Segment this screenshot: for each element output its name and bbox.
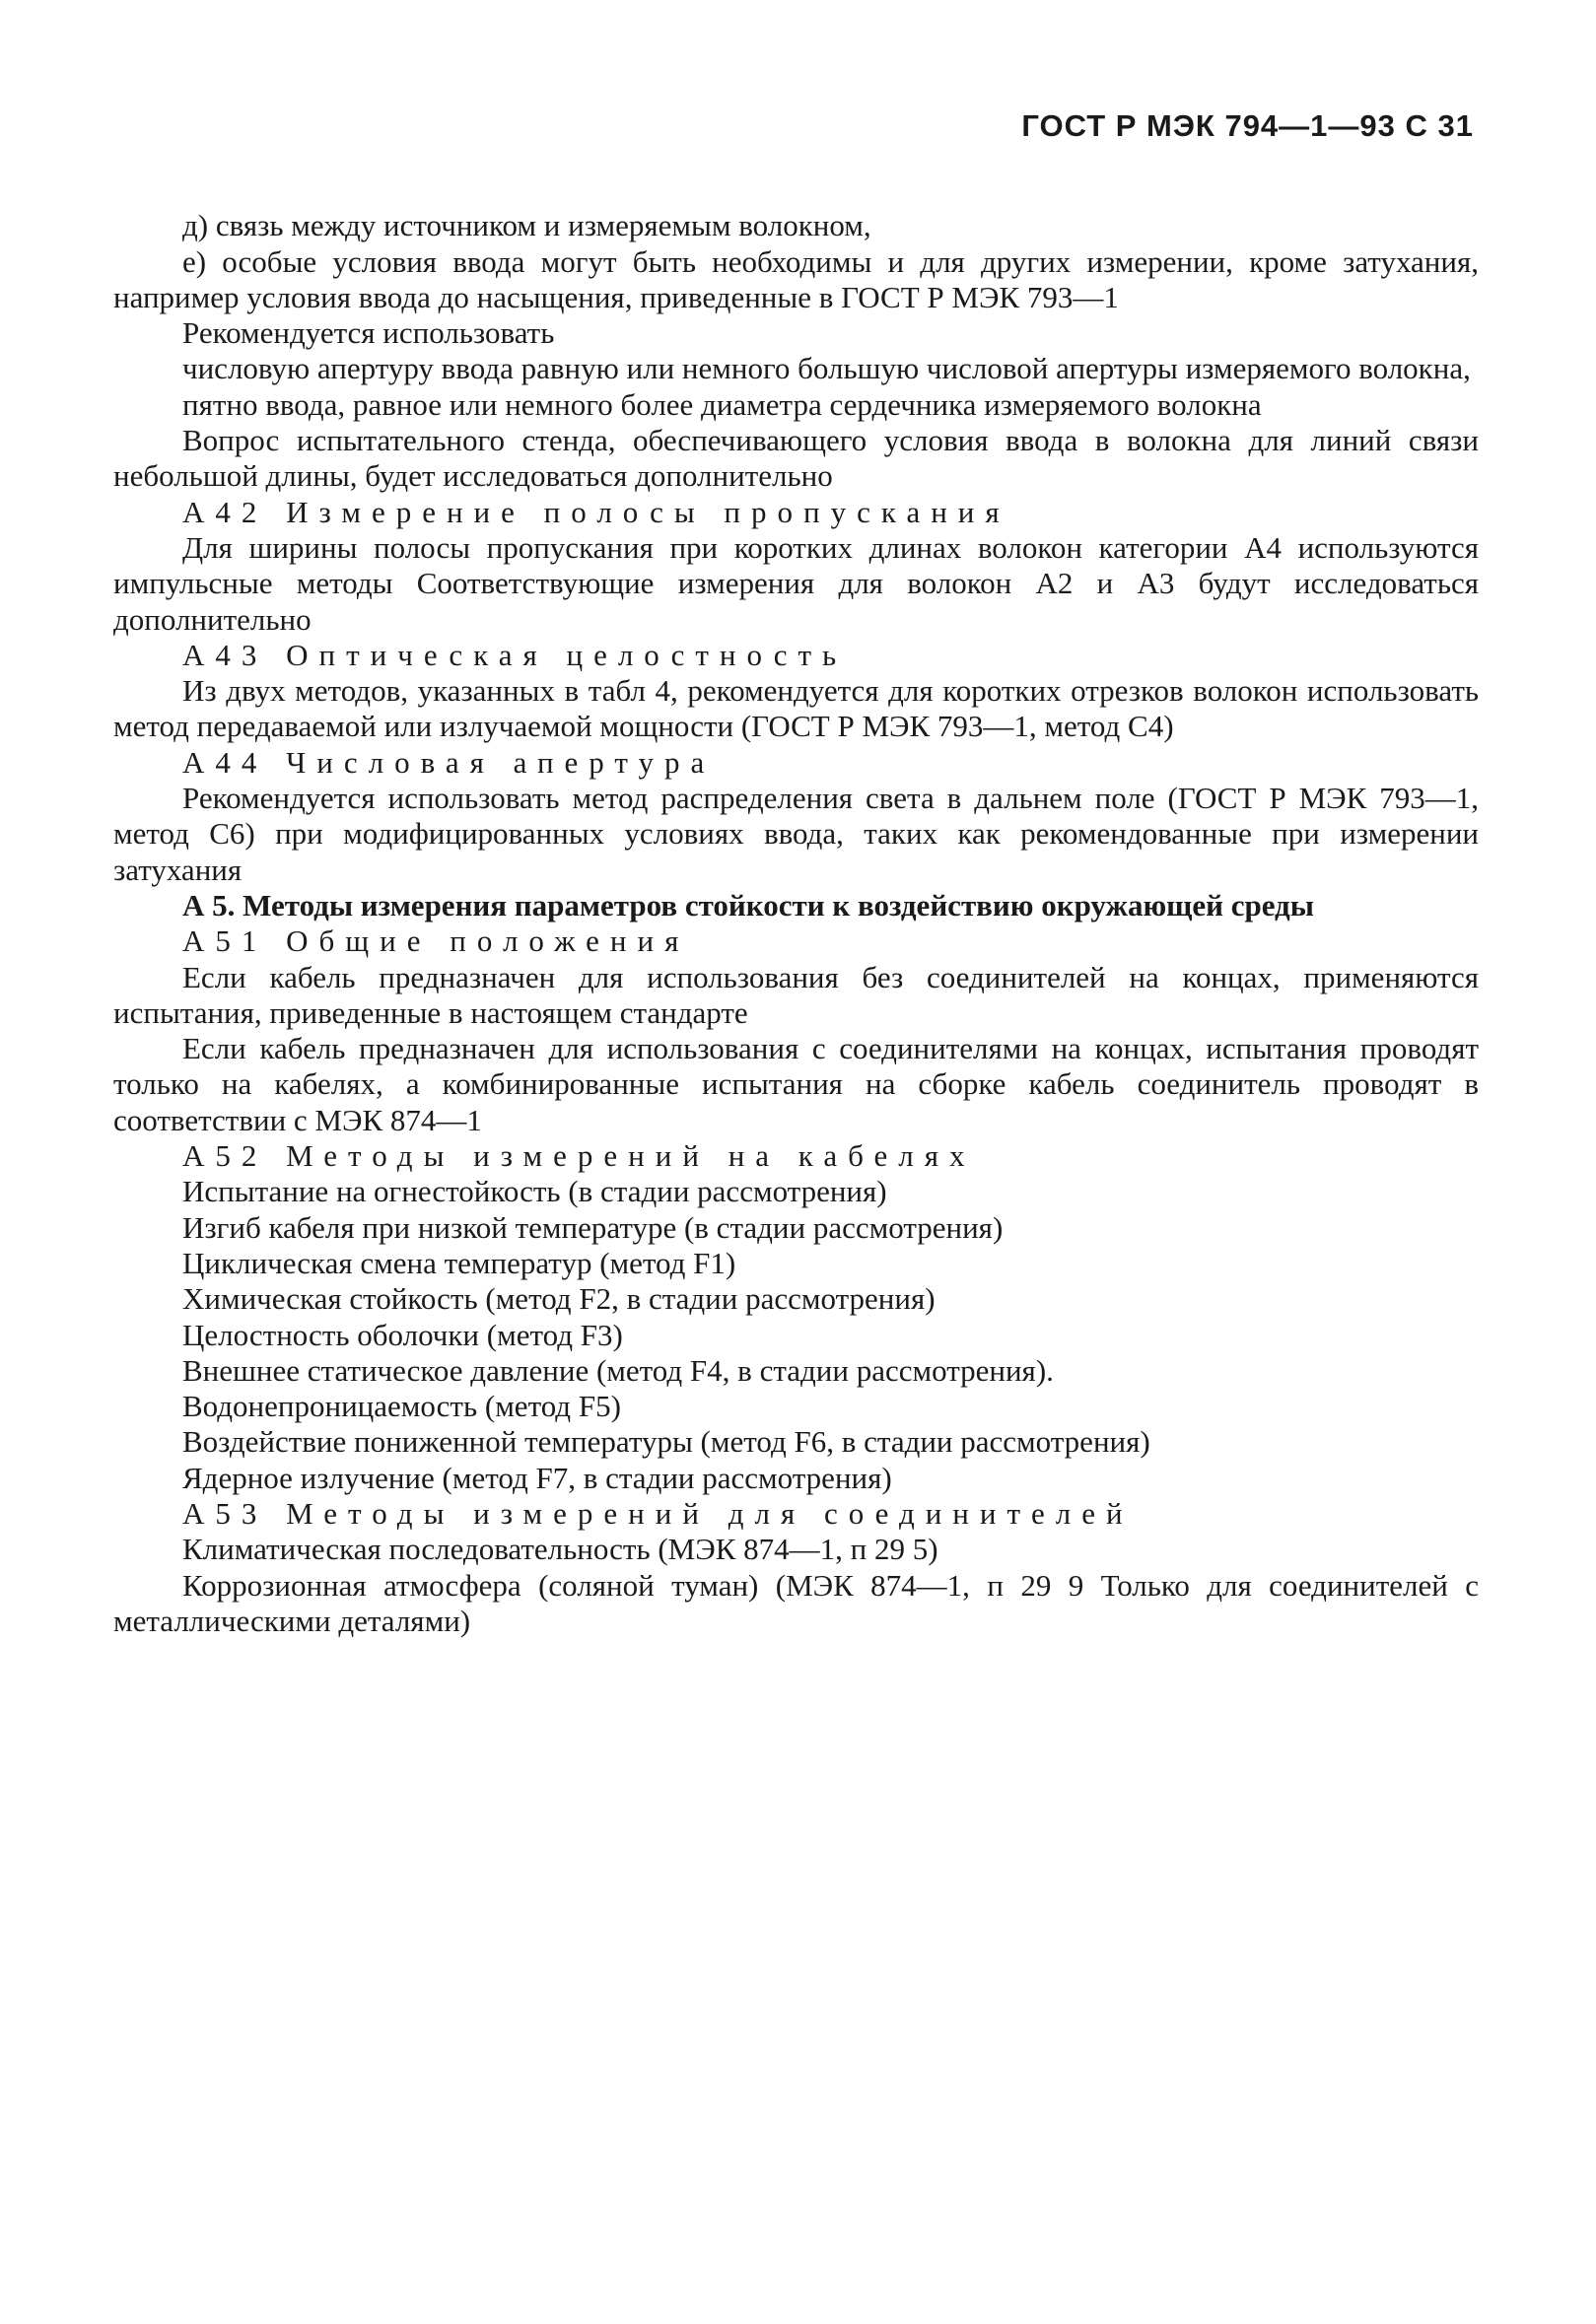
paragraph: Для ширины полосы пропускания при коротких длинах волокон категории А4 используются импульсные методы Соответствующие измерения для волокон А2 и А3 будут исследоваться дополнительно xyxy=(113,529,1479,637)
section-heading-a5: А 5. Методы измерения параметров стойкости к воздействию окружающей среды xyxy=(182,887,1314,923)
section-heading-a44: А44 Числовая апертура xyxy=(182,744,716,780)
paragraph: Если кабель предназначен для использования без соединителей на концах, применяются испытания, приведенные в настоящем стандарте xyxy=(113,959,1479,1030)
paragraph-d: д) связь между источником и измеряемым волокном, xyxy=(182,208,871,243)
list-item: Ядерное излучение (метод F7, в стадии рассмотрения) xyxy=(182,1460,892,1495)
section-heading-a42: А42 Измерение полосы пропускания xyxy=(182,494,1010,529)
section-heading-a52: А52 Методы измерений на кабелях xyxy=(182,1138,976,1174)
document-page xyxy=(113,108,1479,1639)
paragraph: Вопрос испытательного стенда, обеспечивающего условия ввода в волокна для линий связи небольшой длины, будет исследоваться дополнительно xyxy=(113,423,1479,494)
section-heading-a51: А51 Общие положения xyxy=(182,923,690,959)
section-heading-a53: А53 Методы измерений для соединителей xyxy=(182,1495,1134,1531)
list-item: Химическая стойкость (метод F2, в стадии рассмотрения) xyxy=(182,1281,936,1317)
paragraph: Коррозионная атмосфера (соляной туман) (МЭК 874—1, п 29 9 Только для соединителей с металлическими деталями) xyxy=(113,1567,1479,1638)
list-item: Целостность оболочки (метод F3) xyxy=(182,1317,623,1352)
paragraph-e: е) особые условия ввода могут быть необходимы и для других измерении, кроме затухания, например условия ввода до насыщения, приведенные в ГОСТ Р МЭК 793—1 xyxy=(113,243,1479,314)
list-item: Изгиб кабеля при низкой температуре (в стадии рассмотрения) xyxy=(182,1209,1004,1245)
paragraph: Рекомендуется использовать xyxy=(182,315,555,351)
paragraph: Климатическая последовательность (МЭК 874—1, п 29 5) xyxy=(182,1532,938,1567)
list-item: Воздействие пониженной температуры (метод F6, в стадии рассмотрения) xyxy=(182,1424,1150,1460)
paragraph: пятно ввода, равное или немного более диаметра сердечника измеряемого волокна xyxy=(182,386,1262,422)
section-heading-a43: А43 Оптическая целостность xyxy=(182,637,848,672)
paragraph: Рекомендуется использовать метод распределения света в дальнем поле (ГОСТ Р МЭК 793—1, метод С6) при модифицированных условиях ввода, таких как рекомендованные при измерении затухания xyxy=(113,781,1479,887)
list-item: Водонепроницаемость (метод F5) xyxy=(182,1389,621,1424)
paragraph: Из двух методов, указанных в табл 4, рекомендуется для коротких отрезков волокон использовать метод передаваемой или излучаемой мощности (ГОСТ Р МЭК 793—1, метод С4) xyxy=(113,673,1479,744)
list-item: Циклическая смена температур (метод F1) xyxy=(182,1245,736,1280)
list-item: Испытание на огнестойкость (в стадии рассмотрения) xyxy=(182,1174,887,1209)
paragraph: числовую апертуру ввода равную или немного большую числовой апертуры измеряемого волокна, xyxy=(182,351,1471,386)
list-item: Внешнее статическое давление (метод F4, в стадии рассмотрения). xyxy=(182,1352,1054,1388)
paragraph: Если кабель предназначен для использования с соединителями на концах, испытания проводят только на кабелях, а комбинированные испытания на сборке кабель соединитель проводят в соответствии с МЭК 874—1 xyxy=(113,1031,1479,1137)
page-header: ГОСТ Р МЭК 794—1—93 С 31 xyxy=(1021,108,1474,143)
